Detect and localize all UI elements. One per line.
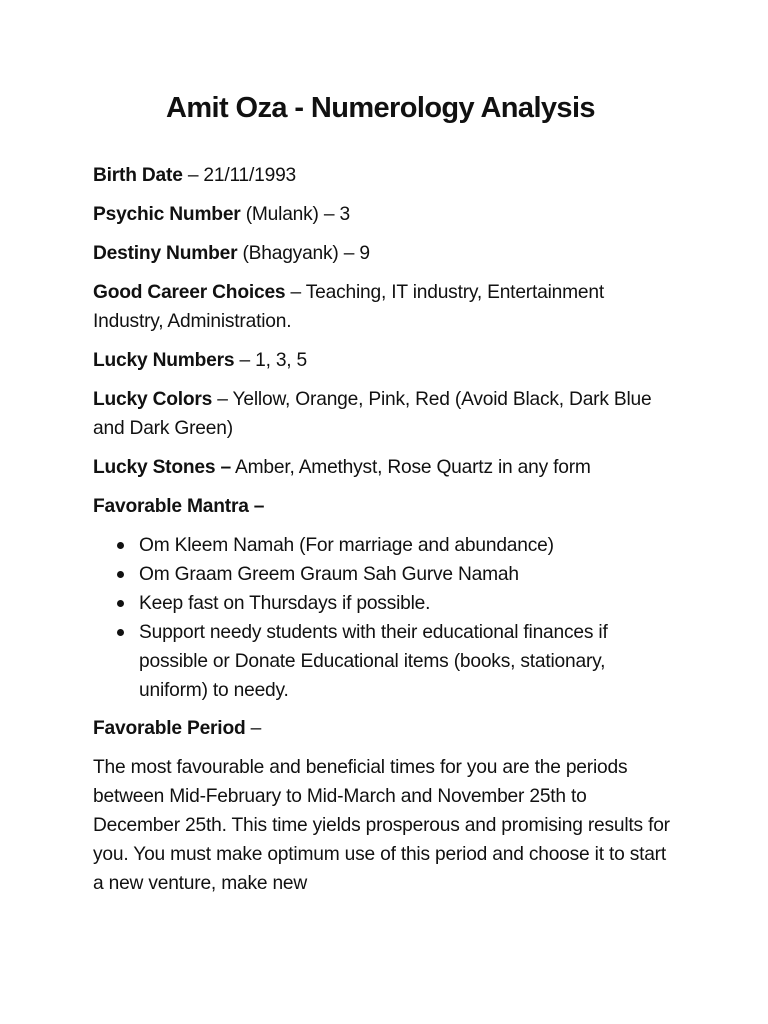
psychic-number-value: (Mulank) – 3: [240, 204, 350, 225]
mantra-label: Favorable Mantra –: [93, 496, 265, 517]
period-suffix: –: [245, 718, 262, 739]
mantra-list: [93, 531, 678, 705]
lucky-stones-value: Amber, Amethyst, Rose Quartz in any form: [230, 457, 591, 478]
lucky-stones-label: Lucky Stones –: [93, 457, 231, 478]
list-item: Om Graam Greem Graum Sah Gurve Namah: [139, 560, 678, 589]
career-value: – Teaching, IT industry, Entertainment Industry, Administration.: [93, 282, 604, 332]
list-item: Om Kleem Namah (For marriage and abundance): [139, 531, 678, 560]
lucky-colors-label: Lucky Colors: [93, 389, 213, 410]
birth-date-label: Birth Date: [93, 165, 183, 186]
career-label: Good Career Choices: [93, 282, 286, 303]
psychic-number-label: Psychic Number: [93, 204, 241, 225]
lucky-numbers-value: – 1, 3, 5: [234, 350, 308, 371]
page-title: Amit Oza - Numerology Analysis: [166, 92, 595, 124]
psychic-number-line: [93, 200, 678, 229]
period-paragraph: The most favourable and beneficial times for you are the periods between Mid-February to Mid-March and November 25th to December 25th. This time yields prosperous and promising results for you. You must make optimum use of this period and choose it to start a new venture, make new: [93, 757, 670, 894]
list-item: Keep fast on Thursdays if possible.: [139, 589, 678, 618]
birth-date-line: [93, 161, 678, 190]
lucky-colors-value: – Yellow, Orange, Pink, Red (Avoid Black, Dark Blue and Dark Green): [93, 389, 652, 439]
mantra-heading: [93, 492, 678, 521]
document-page: [93, 88, 678, 908]
destiny-number-label: Destiny Number: [93, 243, 238, 264]
lucky-stones-line: [93, 453, 678, 482]
career-line: [93, 278, 678, 336]
birth-date-value: – 21/11/1993: [182, 165, 297, 186]
lucky-numbers-label: Lucky Numbers: [93, 350, 235, 371]
list-item: Support needy students with their educational finances if possible or Donate Educational items (books, stationary, uniform) to needy.: [139, 618, 678, 705]
destiny-number-value: (Bhagyank) – 9: [237, 243, 370, 264]
period-heading: [93, 714, 678, 743]
lucky-numbers-line: [93, 346, 678, 375]
lucky-colors-line: [93, 385, 678, 443]
period-label: Favorable Period: [93, 718, 246, 739]
destiny-number-line: [93, 239, 678, 268]
